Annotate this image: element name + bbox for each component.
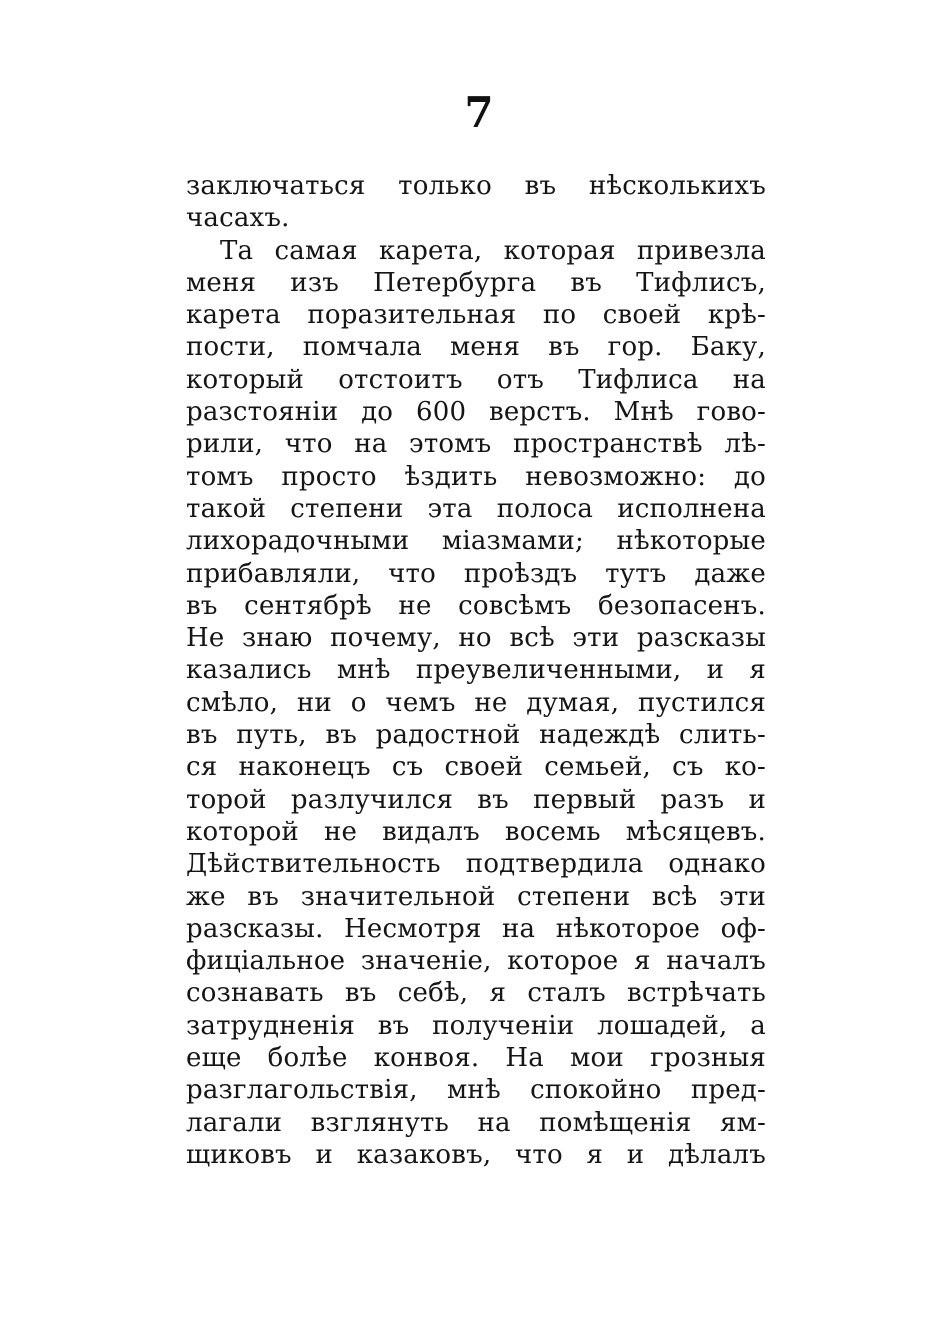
text-line: рили, что на этомъ пространствѣ лѣ- xyxy=(186,429,766,460)
text-line: разсказы. Несмотря на нѣкоторое оф- xyxy=(186,913,766,944)
text-line: который отстоитъ отъ Тифлиса на xyxy=(186,364,766,395)
text-line: затрудненiя въ полученiи лошадей, а xyxy=(186,1010,766,1041)
text-line: такой степени эта полоса исполнена xyxy=(186,493,766,524)
text-line: въ сентябрѣ не совсѣмъ безопасенъ. xyxy=(186,590,766,621)
text-line: сознавать въ себѣ, я сталъ встрѣчать xyxy=(186,978,766,1009)
text-line: меня изъ Петербурга въ Тифлисъ, xyxy=(186,267,766,298)
text-line: Дѣйствительность подтвердила однако xyxy=(186,849,766,880)
text-line: карета поразительная по своей крѣ- xyxy=(186,300,766,331)
text-line: разглагольствiя, мнѣ спокойно пред- xyxy=(186,1075,766,1106)
text-line: Не знаю почему, но всѣ эти разсказы xyxy=(186,623,766,654)
text-line: торой разлучился въ первый разъ и xyxy=(186,784,766,815)
text-line: лихорадочными мiазмами; нѣкоторые xyxy=(186,526,766,557)
body-text xyxy=(186,170,766,1171)
text-line: ся наконецъ съ своей семьей, съ ко- xyxy=(186,752,766,783)
text-line: томъ просто ѣздить невозможно: до xyxy=(186,461,766,492)
text-line: въ путь, въ радостной надеждѣ слить- xyxy=(186,720,766,751)
text-line: разстоянiи до 600 верстъ. Мнѣ гово- xyxy=(186,397,766,428)
text-line: казались мнѣ преувеличенными, и я xyxy=(186,655,766,686)
text-line: прибавляли, что проѣздъ тутъ даже xyxy=(186,558,766,589)
text-line: лагали взглянуть на помѣщенiя ям- xyxy=(186,1107,766,1138)
text-line: заключаться только въ нѣсколькихъ xyxy=(186,171,766,201)
text-line: пости, помчала меня въ гор. Баку, xyxy=(186,332,766,363)
text-line: еще болѣе конвоя. На мои грозныя xyxy=(186,1043,766,1074)
text-line: часахъ. xyxy=(186,203,290,234)
text-line: фицiальное значенiе, которое я началъ xyxy=(186,946,766,977)
text-line: которой не видалъ восемь мѣсяцевъ. xyxy=(186,816,766,847)
text-line: щиковъ и казаковъ, что я и дѣлалъ xyxy=(186,1139,766,1170)
text-line: смѣло, ни о чемъ не думая, пустился xyxy=(186,687,766,718)
page-number: 7 xyxy=(464,88,494,137)
text-line: же въ значительной степени всѣ эти xyxy=(186,881,766,912)
text-line: Та самая карета, которая привезла xyxy=(220,235,766,266)
